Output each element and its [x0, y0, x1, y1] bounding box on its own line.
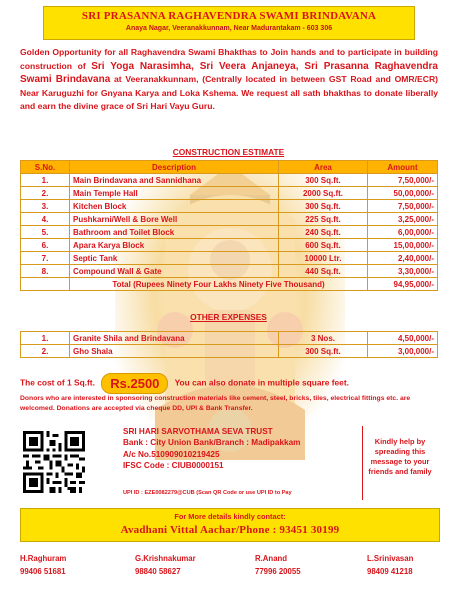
row-description: Kitchen Block: [70, 200, 279, 213]
total-amount: 94,95,000/-: [368, 278, 438, 291]
table-row: [21, 265, 438, 278]
intro-paragraph: [20, 46, 438, 114]
row-amount: 7,50,000/-: [368, 200, 438, 213]
share-message: Kindly help by spreading this message to your friends and family: [368, 437, 432, 476]
cost-line: [20, 373, 349, 394]
contact-phone: 98409 41218: [367, 567, 413, 576]
main-contact: Avadhani Vittal Aachar/Phone : 93451 30199: [120, 524, 340, 536]
bank-name: Bank : City Union Bank/Branch : Madipakkam: [123, 438, 301, 448]
upi-id: UPI ID : EZE0082279@CUB (Scan QR Code or use UPI ID to Pay: [123, 490, 292, 496]
row-area: 300 Sq.ft.: [279, 174, 368, 187]
temple-address: Anaya Nagar, Veeranakkunnam, Near Madurantakam - 603 306: [125, 25, 333, 32]
estimate-table: [20, 160, 438, 291]
col-sno: S.No.: [21, 161, 70, 174]
account-number: A/c No.510909010219425: [123, 449, 220, 459]
contact-phone: 77996 20055: [255, 567, 301, 576]
row-sno: 8.: [21, 265, 70, 278]
contact-4: [367, 552, 413, 578]
row-sno: 2.: [21, 187, 70, 200]
row-description: Bathroom and Toilet Block: [70, 226, 279, 239]
col-description: Description: [70, 161, 279, 174]
row-area: 300 Sq.ft.: [279, 345, 368, 358]
contact-name: R.Anand: [255, 554, 288, 563]
row-sno: 4.: [21, 213, 70, 226]
temple-title: SRI PRASANNA RAGHAVENDRA SWAMI BRINDAVANA: [81, 10, 377, 22]
row-amount: 3,25,000/-: [368, 213, 438, 226]
row-description: Septic Tank: [70, 252, 279, 265]
row-area: 300 Sq.ft.: [279, 200, 368, 213]
row-sno: 1.: [21, 174, 70, 187]
contact-name: H.Raghuram: [20, 554, 67, 563]
row-amount: 6,00,000/-: [368, 226, 438, 239]
other-expenses-heading: OTHER EXPENSES: [190, 312, 267, 322]
cost-prefix: The cost of 1 Sq.ft.: [20, 377, 95, 388]
ifsc-code: IFSC Code : CIUB0000151: [123, 461, 224, 471]
row-description: Apara Karya Block: [70, 239, 279, 252]
table-row: [21, 252, 438, 265]
row-description: Main Brindavana and Sannidhana: [70, 174, 279, 187]
intro-text-1: Golden Opportunity for all Raghavendra Swami Bhakthas to Join hands and to participate in building construction of: [20, 47, 438, 71]
row-amount: 15,00,000/-: [368, 239, 438, 252]
row-sno: 6.: [21, 239, 70, 252]
contact-banner: [20, 508, 440, 542]
total-row: [21, 278, 438, 291]
table-row: [21, 200, 438, 213]
row-area: 2000 Sq.ft.: [279, 187, 368, 200]
table-row: [21, 345, 438, 358]
row-sno: 1.: [21, 332, 70, 345]
contact-1: [20, 552, 66, 578]
other-expenses-table: [20, 331, 438, 358]
contact-name: L.Srinivasan: [367, 554, 414, 563]
row-description: Main Temple Hall: [70, 187, 279, 200]
row-area: 600 Sq.ft.: [279, 239, 368, 252]
row-area: 3 Nos.: [279, 332, 368, 345]
row-area: 240 Sq.ft.: [279, 226, 368, 239]
contact-phone: 99406 51681: [20, 567, 66, 576]
col-area: Area: [279, 161, 368, 174]
table-row: [21, 226, 438, 239]
intro-deity-names: Sri Yoga Narasimha, Sri Veera Anjaneya, Sri Prasanna Raghavendra Swami Brindavana: [20, 60, 438, 86]
contact-heading: For More details kindly contact:: [174, 512, 286, 521]
table-row: [21, 332, 438, 345]
total-empty-cell: [21, 278, 70, 291]
row-amount: 2,40,000/-: [368, 252, 438, 265]
row-amount: 3,30,000/-: [368, 265, 438, 278]
table-row: [21, 187, 438, 200]
row-area: 225 Sq.ft.: [279, 213, 368, 226]
donors-note: Donors who are interested in sponsoring construction materials like cement, steel, bricks, tiles, electrical fittings etc. are welcomed. Donations are accepted via cheque DD, UPI & Bank Transfer.: [20, 395, 411, 412]
qr-code-icon: [23, 431, 85, 493]
contact-phone: 98840 58627: [135, 567, 181, 576]
contact-2: [135, 552, 196, 578]
row-sno: 2.: [21, 345, 70, 358]
table-row: [21, 239, 438, 252]
cost-suffix: You can also donate in multiple square feet.: [174, 377, 349, 388]
contact-3: [255, 552, 301, 578]
row-description: Compound Wall & Gate: [70, 265, 279, 278]
row-description: Gho Shala: [70, 345, 279, 358]
row-area: 10000 Ltr.: [279, 252, 368, 265]
row-sno: 7.: [21, 252, 70, 265]
row-sno: 3.: [21, 200, 70, 213]
contact-name: G.Krishnakumar: [135, 554, 196, 563]
row-area: 440 Sq.ft.: [279, 265, 368, 278]
estimate-heading: CONSTRUCTION ESTIMATE: [172, 147, 285, 157]
estimate-header-row: [21, 161, 438, 174]
header-banner: [43, 6, 415, 40]
intro-text-2: at Veeranakkunnam, (Centrally located in between GST Road and OMR/ECR) Near Karuguzhi for Gnyana Karya and Loka Kshema. We request all sath bhakthas to donate liberally and earn the divine grace of Sri Hari Vayu Guru.: [20, 74, 439, 112]
row-amount: 3,00,000/-: [368, 345, 438, 358]
total-label: Total (Rupees Ninety Four Lakhs Ninety Five Thousand): [70, 278, 368, 291]
row-amount: 7,50,000/-: [368, 174, 438, 187]
row-amount: 50,00,000/-: [368, 187, 438, 200]
trust-name: SRI HARI SARVOTHAMA SEVA TRUST: [123, 427, 273, 436]
row-description: Granite Shila and Brindavana: [70, 332, 279, 345]
price-badge: Rs.2500: [101, 373, 168, 394]
bank-details: [123, 426, 358, 472]
table-row: [21, 213, 438, 226]
row-description: Pushkarni/Well & Bore Well: [70, 213, 279, 226]
col-amount: Amount: [368, 161, 438, 174]
table-row: [21, 174, 438, 187]
row-amount: 4,50,000/-: [368, 332, 438, 345]
row-sno: 5.: [21, 226, 70, 239]
